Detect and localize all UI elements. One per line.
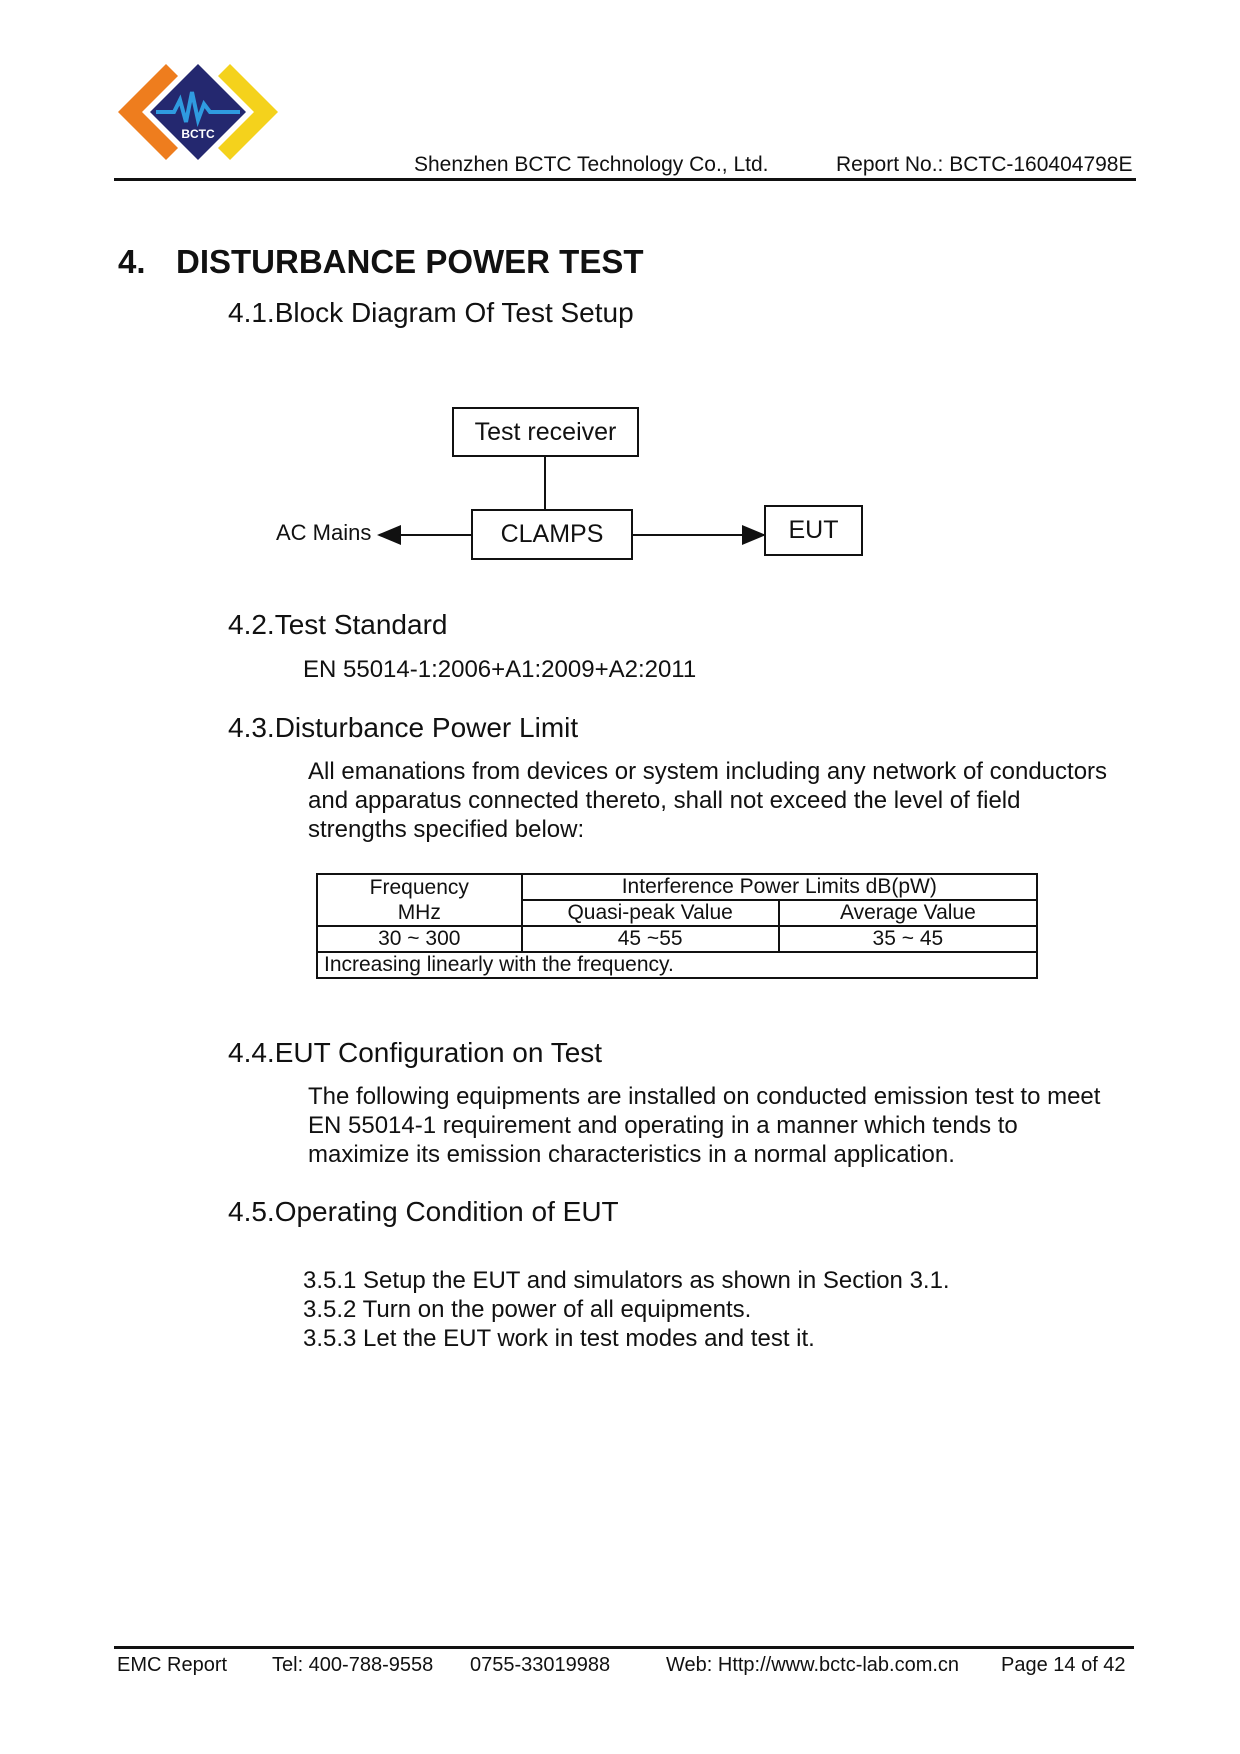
- header-rule: [114, 178, 1136, 181]
- average-header: Average Value: [779, 900, 1037, 926]
- list-item: 3.5.3 Let the EUT work in test modes and test it.: [303, 1325, 815, 1352]
- paragraph-line: The following equipments are installed on conducted emission test to meet: [308, 1083, 1101, 1110]
- eut-configuration-paragraph: [308, 1082, 1100, 1169]
- test-receiver-label: Test receiver: [474, 417, 617, 446]
- clamps-box: [471, 509, 633, 560]
- paragraph-line: EN 55014-1 requirement and operating in a manner which tends to: [308, 1112, 1018, 1139]
- footer-phone: 0755-33019988: [470, 1654, 611, 1676]
- disturbance-power-limit-table: [316, 873, 1038, 979]
- bctc-logo: [118, 60, 278, 170]
- footer-rule: [114, 1646, 1134, 1649]
- footer-page-number: Page 14 of 42: [1001, 1654, 1126, 1676]
- header-report-number: Report No.: BCTC-160404798E: [836, 153, 1133, 176]
- quasi-peak-header: Quasi-peak Value: [522, 900, 779, 926]
- eut-label: EUT: [788, 516, 839, 544]
- paragraph-line: maximize its emission characteristics in a normal application.: [308, 1141, 955, 1168]
- table-row: [317, 926, 1037, 952]
- eut-box: [764, 505, 863, 556]
- operating-condition-list: [303, 1266, 950, 1353]
- quasi-peak-cell: 45 ~55: [522, 926, 779, 952]
- table-row: [317, 952, 1037, 978]
- limits-header: Interference Power Limits dB(pW): [522, 874, 1037, 900]
- limit-paragraph: [308, 757, 1107, 844]
- list-item: 3.5.2 Turn on the power of all equipments.: [303, 1296, 752, 1323]
- subsection-4-5-title: 4.5.Operating Condition of EUT: [228, 1196, 619, 1227]
- test-standard-value: EN 55014-1:2006+A1:2009+A2:2011: [303, 656, 697, 683]
- frequency-header-line2: MHz: [397, 901, 441, 924]
- ac-mains-label: AC Mains: [276, 520, 372, 545]
- test-receiver-box: [452, 407, 639, 457]
- subsection-4-4-title: 4.4.EUT Configuration on Test: [228, 1037, 603, 1068]
- subsection-4-2-title: 4.2.Test Standard: [228, 609, 448, 640]
- logo-text: BCTC: [181, 127, 215, 141]
- clamps-label: CLAMPS: [500, 520, 604, 548]
- paragraph-line: and apparatus connected thereto, shall not exceed the level of field: [308, 787, 1021, 814]
- frequency-header-line1: Frequency: [369, 876, 469, 899]
- subsection-4-1-title: 4.1.Block Diagram Of Test Setup: [228, 297, 634, 328]
- footer-tel: Tel: 400-788-9558: [272, 1654, 434, 1676]
- paragraph-line: All emanations from devices or system including any network of conductors: [308, 758, 1108, 785]
- section-title: DISTURBANCE POWER TEST: [176, 243, 644, 280]
- header-company: Shenzhen BCTC Technology Co., Ltd.: [414, 153, 769, 176]
- subsection-4-3-title: 4.3.Disturbance Power Limit: [228, 712, 579, 743]
- frequency-cell: 30 ~ 300: [317, 926, 522, 952]
- table-note: Increasing linearly with the frequency.: [317, 952, 1037, 978]
- list-item: 3.5.1 Setup the EUT and simulators as shown in Section 3.1.: [303, 1267, 950, 1294]
- paragraph-line: strengths specified below:: [308, 816, 585, 843]
- frequency-header: [317, 874, 522, 926]
- section-number: 4.: [118, 243, 146, 280]
- average-cell: 35 ~ 45: [779, 926, 1037, 952]
- footer-report-type: EMC Report: [117, 1654, 228, 1676]
- footer-web: Web: Http://www.bctc-lab.com.cn: [666, 1654, 960, 1676]
